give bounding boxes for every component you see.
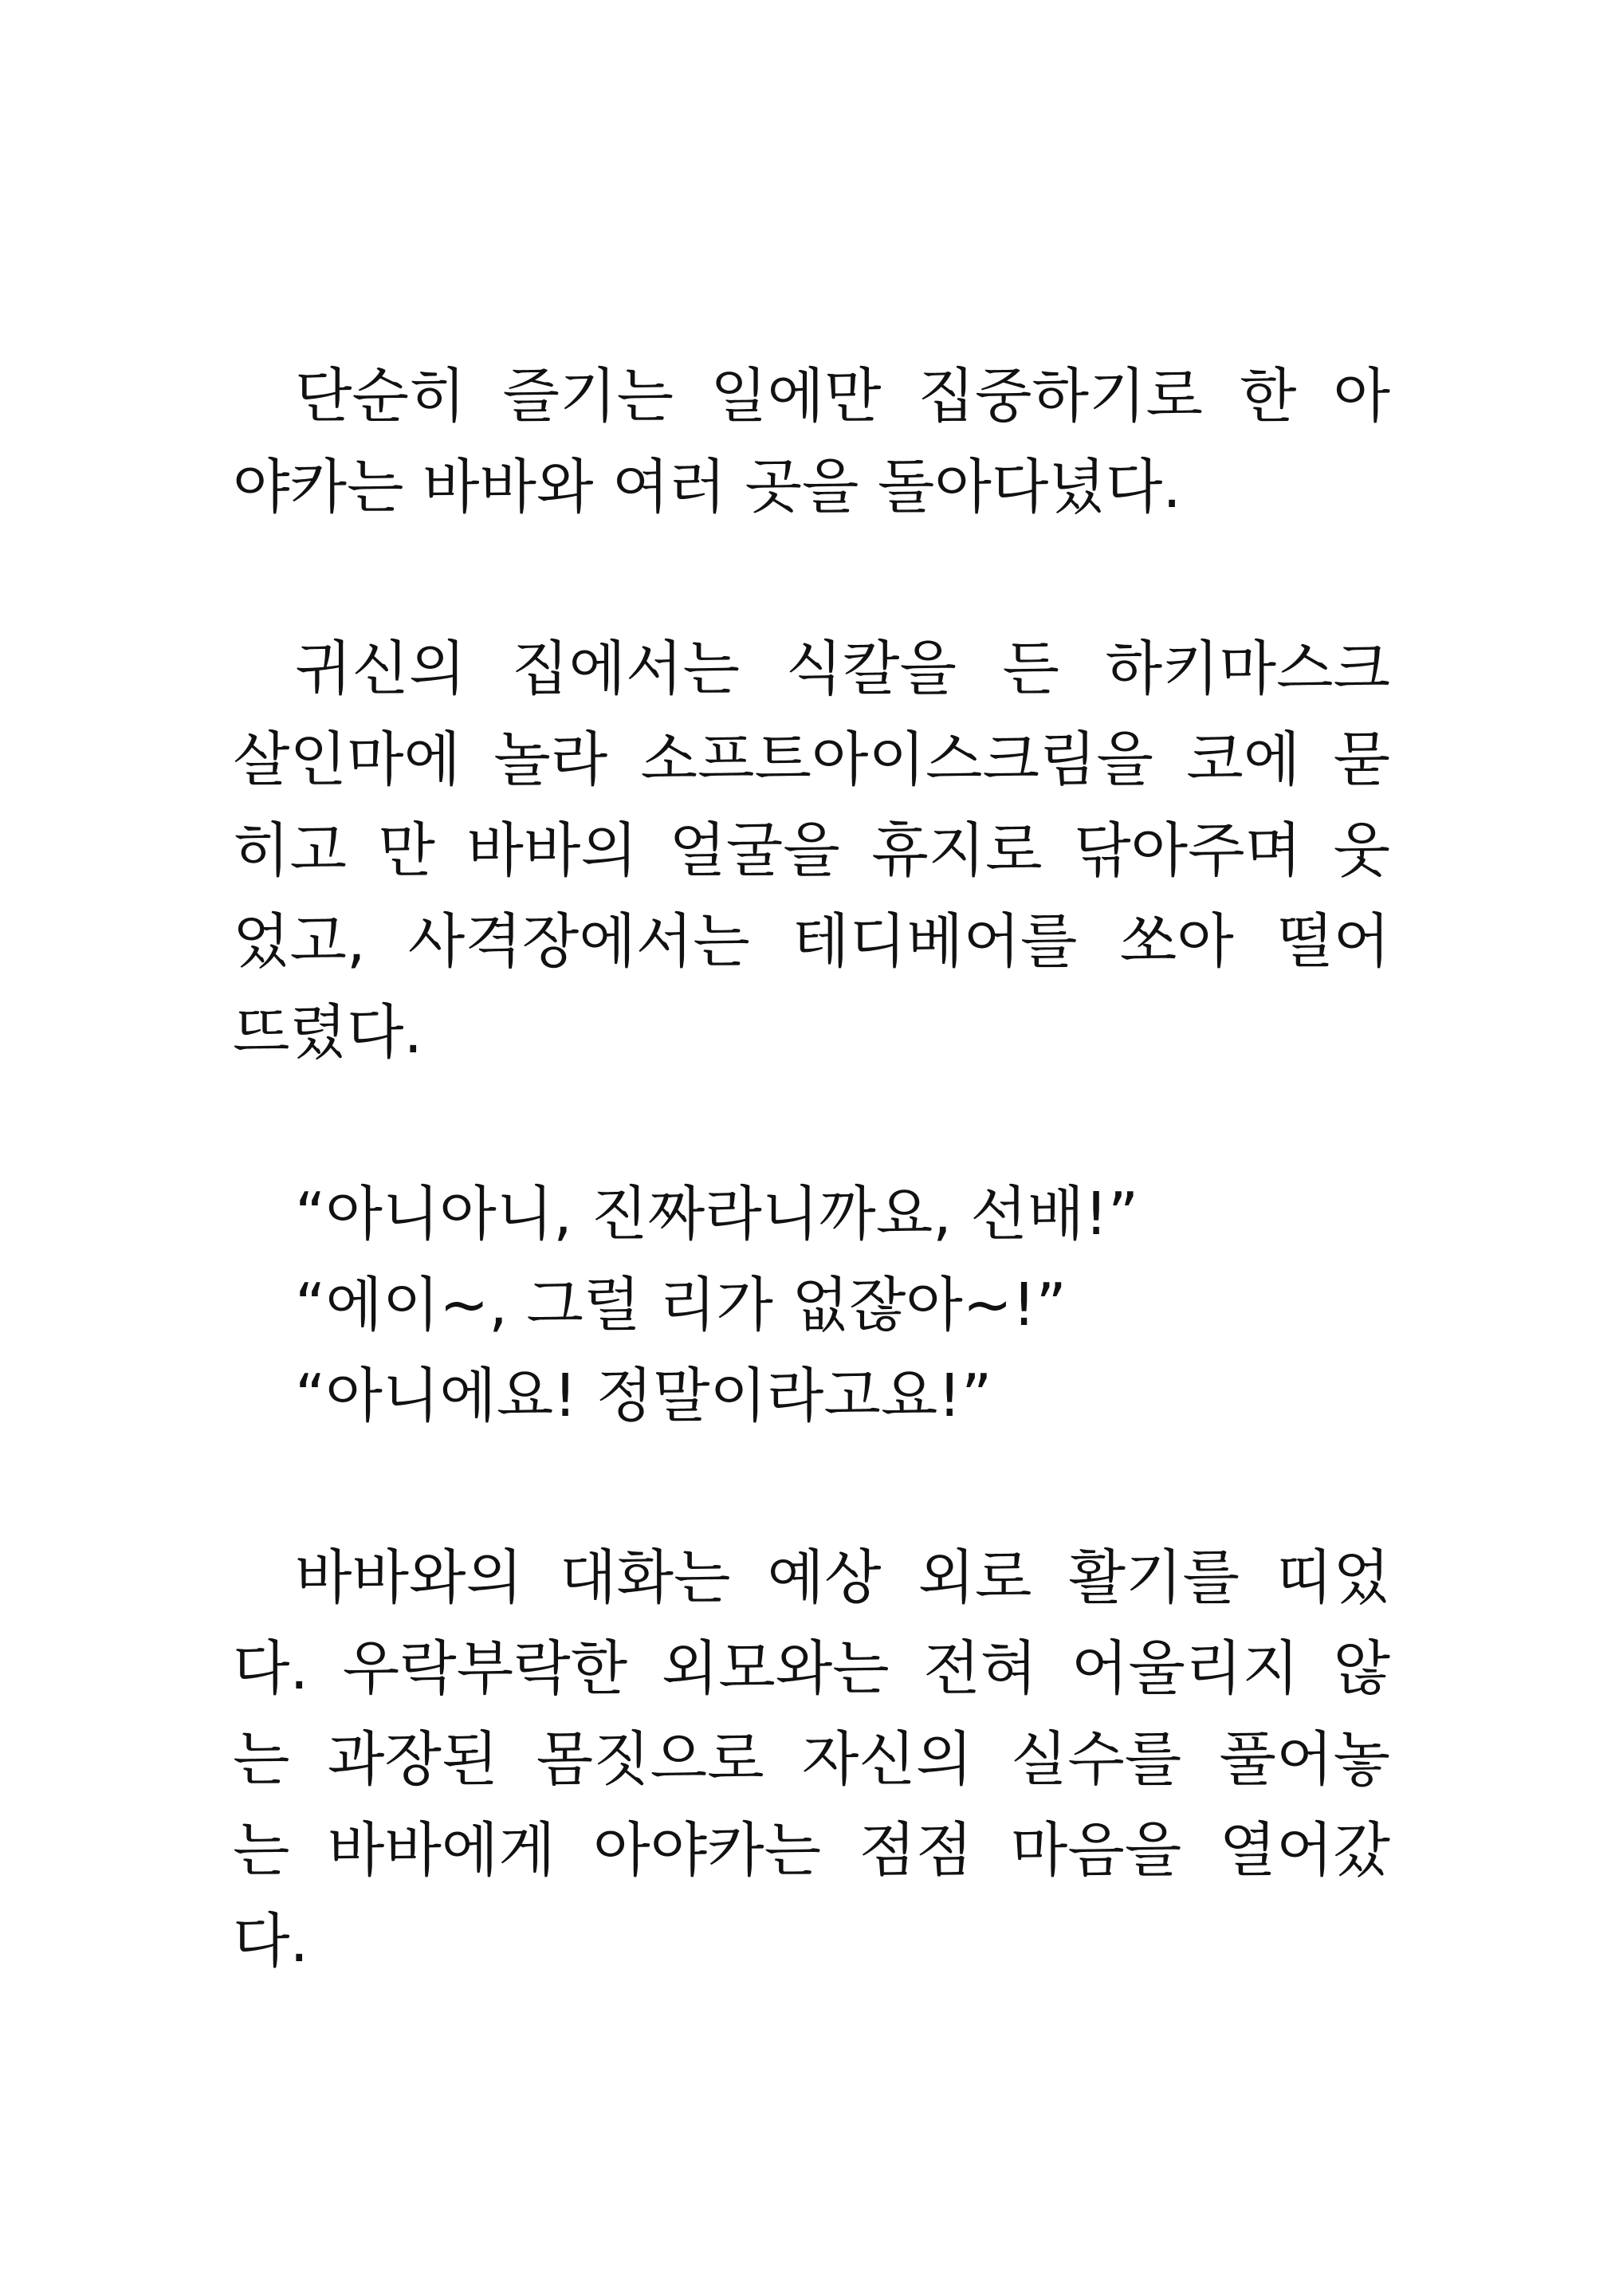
text-line: 살인마에 놀라 소프트아이스크림을 코에 묻 (233, 725, 1390, 794)
text-line: 다. (233, 1907, 309, 1976)
text-line: 히고 만 바바의 얼굴을 휴지로 닦아주며 웃 (233, 816, 1390, 885)
text-line: 귀신의 집에서는 식칼을 든 하키마스크 (295, 635, 1390, 703)
dialogue-line: “에이~, 그럴 리가 없잖아~!” (295, 1271, 1067, 1339)
text-line: 뜨렸다. (233, 998, 422, 1067)
paragraph-2 (233, 623, 1390, 1078)
paragraph-1 (233, 351, 1390, 533)
dialogue-line: “아니에요! 정말이라고요!” (295, 1362, 992, 1430)
text-line: 었고, 사격장에서는 테디베어를 쏘아 떨어 (233, 907, 1390, 976)
text-line: 단순히 즐기는 일에만 집중하기로 한 아 (295, 362, 1390, 431)
document-body (233, 351, 1390, 1987)
paragraph-4 (233, 1532, 1390, 1987)
dialogue-block (233, 1169, 1390, 1441)
text-line: 는 과장된 몸짓으로 자신의 실수를 풀어놓 (233, 1725, 1390, 1794)
dialogue-line: “아니아니, 진짜라니까요, 선배!” (295, 1180, 1139, 1248)
text-line: 는 바바에게 아야카는 점점 마음을 열어갔 (233, 1816, 1390, 1885)
text-line: 다. 우락부락한 외모와는 전혀 어울리지 않 (233, 1634, 1390, 1703)
text-line: 바바와의 대화는 예상 외로 활기를 띠었 (295, 1543, 1390, 1612)
text-line: 야카는 바바와 여러 곳을 돌아다녔다. (233, 453, 1181, 521)
